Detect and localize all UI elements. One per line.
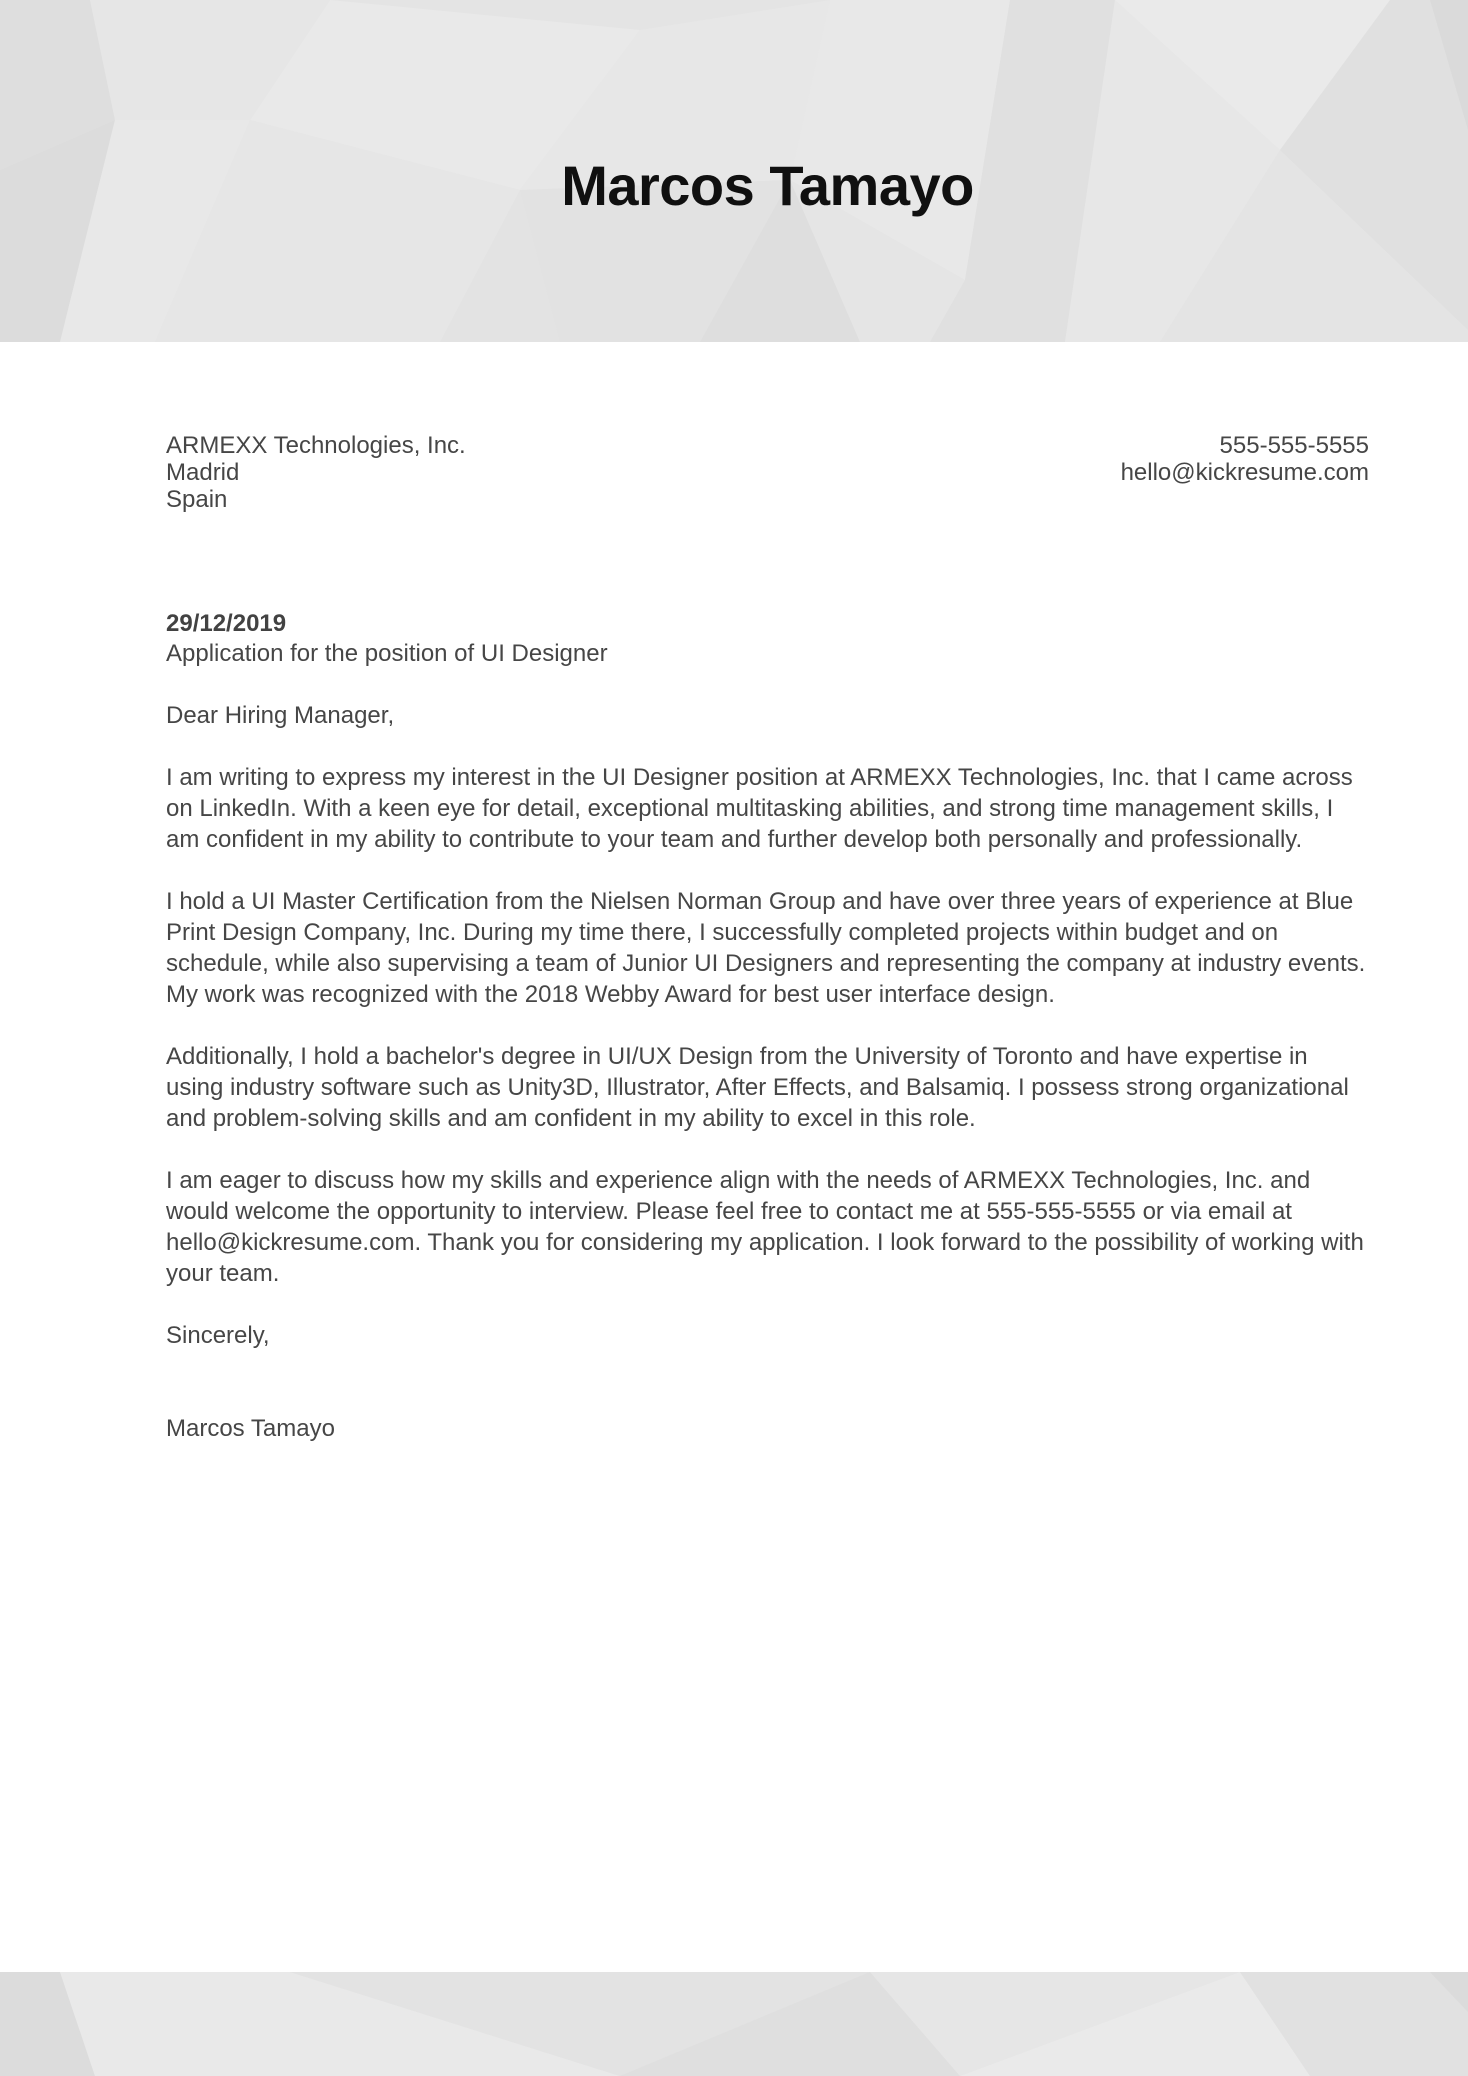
letterhead-band [0,0,1468,342]
letter-body [0,342,1468,1444]
polygon-pattern-footer [0,1972,1468,2076]
salutation: Dear Hiring Manager, [166,702,395,729]
paragraph-intro: I am writing to express my interest in the UI Designer position at ARMEXX Technologies, Inc. that I came across on LinkedIn. With a keen eye for detail, exceptional multitasking abilities, and strong time management skills, I am confident in my ability to contribute to your team and further develop both personally and professionally. [166,764,1353,853]
letter-date: 29/12/2019 [166,610,287,637]
recipient-country: Spain [166,486,228,513]
paragraph-experience: I hold a UI Master Certification from the Nielsen Norman Group and have over three years of experience at Blue Print Design Company, Inc. During my time there, I successfully completed projects within budget and on schedule, while also supervising a team of Junior UI Designers and representing the company at industry events. My work was recognized with the 2018 Webby Award for best user interface design. [166,888,1366,1008]
recipient-address [166,432,466,513]
footer-band [0,1972,1468,2076]
paragraph-call-to-action: I am eager to discuss how my skills and experience align with the needs of ARMEXX Technologies, Inc. and would welcome the opportunity to interview. Please feel free to contact me at 555-555-5555 or via email at hello@kickresume.com. Thank you for considering my application. I look forward to the possibility of working with your team. [166,1167,1364,1287]
sender-phone: 555-555-5555 [1219,432,1369,459]
paragraph-education: Additionally, I hold a bachelor's degree in UI/UX Design from the University of Toronto and have expertise in using industry software such as Unity3D, Illustrator, After Effects, and Balsamiq. I possess strong organizational and problem-solving skills and am confident in my ability to excel in this role. [166,1043,1349,1132]
sender-email: hello@kickresume.com [1120,459,1369,486]
recipient-city: Madrid [166,459,240,486]
page-title: Marcos Tamayo [561,153,974,217]
title-wrap [0,0,1468,342]
closing: Sincerely, [166,1322,270,1349]
signature: Marcos Tamayo [166,1415,335,1442]
subject-block [166,609,1369,669]
sender-contact [1121,432,1369,486]
letter-subject: Application for the position of UI Designer [166,640,608,667]
contact-row [166,432,1369,513]
recipient-company: ARMEXX Technologies, Inc. [166,432,466,459]
